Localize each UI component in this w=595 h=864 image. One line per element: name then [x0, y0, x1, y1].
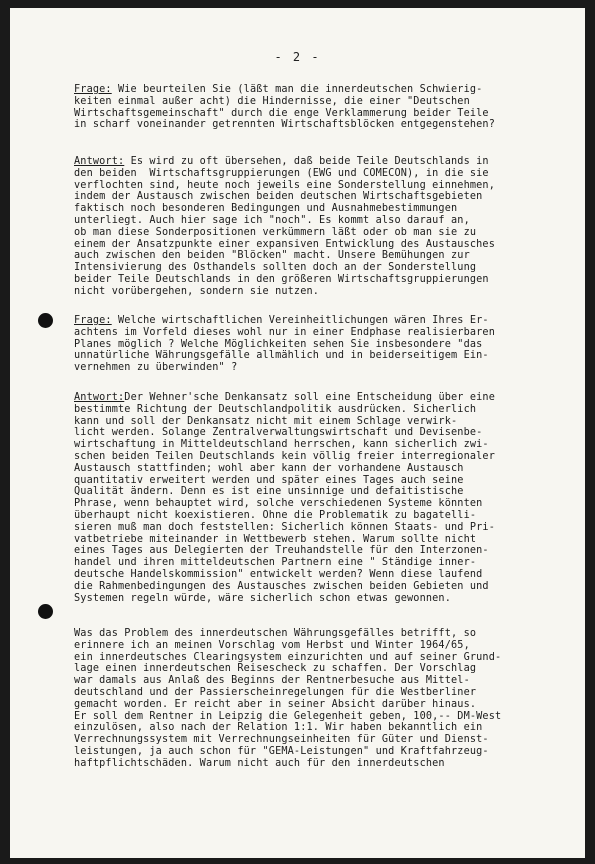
text-line: überhaupt nicht koexistieren. Ohne die Problematik zu bagatelli- [74, 509, 477, 521]
text-line: unnatürliche Währungsgefälle allmählich und in beiderseitigem Ein- [74, 350, 489, 362]
text-line: lage einen innerdeutschen Reisescheck zu schaffen. Der Vorschlag [74, 663, 477, 675]
answer-block [74, 392, 554, 604]
text-line: quantitativ erweitert werden und später eines Tages auch seine [74, 474, 464, 486]
text-line: auch zwischen den beiden "Blöcken" macht. Unsere Bemühungen zur [74, 250, 470, 262]
text-line: leistungen, ja auch schon für "GEMA-Leistungen" und Kraftfahrzeug- [74, 745, 489, 757]
text-line: indem der Austausch zwischen beiden deutschen Wirtschaftsgebieten [74, 191, 483, 203]
answer-block [74, 156, 554, 298]
page-number: - 2 - [274, 50, 321, 64]
text-line: handel und ihren mitteldeutschen Partnern eine " Ständige inner- [74, 557, 477, 569]
text-line: Was das Problem des innerdeutschen Währungsgefälles betrifft, so [74, 628, 477, 639]
text-line: Wirtschaftsgemeinschaft" durch die enge Verklammerung beider Teile [74, 107, 489, 119]
text-line: ein innerdeutsches Clearingsystem einzurichten und auf seiner Grund- [74, 651, 502, 663]
text-line: haftpflichtschäden. Warum nicht auch für den innerdeutschen [74, 757, 445, 769]
answer-label: Antwort: [74, 392, 125, 403]
text-line: Verrechnungssystem mit Verrechnungseinheiten für Güter und Dienst- [74, 734, 489, 746]
text-line: eines Tages aus Delegierten der Treuhandstelle für den Interzonen- [74, 545, 489, 557]
text-line: die Rahmenbedingungen des Austausches zwischen beiden Gebieten und [74, 580, 489, 592]
paragraph [74, 628, 554, 770]
punch-hole [38, 604, 53, 619]
text-line: sieren muß man doch feststellen: Sicherlich können Staats- und Pri- [74, 521, 495, 533]
question-block [74, 315, 554, 374]
text-line: beider Teile Deutschlands in den größeren Wirtschaftsgruppierungen [74, 273, 489, 285]
text-line: Phrase, wenn behauptet wird, solche verschiedenen Systeme könnten [74, 498, 483, 510]
answer-label: Antwort: [74, 156, 125, 167]
text-line: keiten einmal außer acht) die Hindernisse, die einer "Deutschen [74, 95, 470, 107]
text-line: licht werden. Solange Zentralverwaltungswirtschaft und Devisenbe- [74, 427, 483, 439]
text-line: verflochten sind, heute noch jeweils eine Sonderstellung einnehmen, [74, 179, 495, 191]
text-line: Planes möglich ? Welche Möglichkeiten sehen Sie insbesondere "das [74, 338, 483, 350]
text-line: einzulösen, also nach der Relation 1:1. Wir haben bekanntlich ein [74, 722, 483, 734]
text-line: bestimmte Richtung der Deutschlandpolitik ausdrücken. Sicherlich [74, 403, 477, 415]
text-line: einem der Ansatzpunkte einer expansiven Entwicklung des Austausches [74, 238, 495, 250]
text-line: Qualität ändern. Denn es ist eine unsinnige und defaitistische [74, 486, 464, 498]
text-line: in scharf voneinander getrennten Wirtschaftsblöcken entgegenstehen? [74, 119, 495, 131]
question-label: Frage: [74, 315, 112, 326]
text-line: deutschland und der Passierscheinregelungen für die Westberliner [74, 686, 477, 698]
text-line: Frage: Wie beurteilen Sie (läßt man die innerdeutschen Schwierig- [74, 84, 483, 95]
text-line: Austausch stattfinden; wohl aber kann der vorhandene Austausch [74, 462, 464, 474]
text-line: deutsche Handelskommission" entwickelt werden? Wenn diese laufend [74, 568, 483, 580]
text-line: faktisch noch besonderen Bedingungen und Ausnahmebestimmungen [74, 203, 458, 215]
text-line: Frage: Welche wirtschaftlichen Vereinheitlichungen wären Ihres Er- [74, 315, 489, 326]
text-line: Er soll dem Rentner in Leipzig die Gelegenheit geben, 100,-- DM-West [74, 710, 502, 722]
text-line: wirtschaftung in Mitteldeutschland herrschen, kann sicherlich zwi- [74, 439, 489, 451]
text-line: kann und soll der Denkansatz nicht mit einem Schlage verwirk- [74, 415, 458, 427]
text-line: vatbetriebe miteinander in Wettbewerb stehen. Warum sollte nicht [74, 533, 477, 545]
text-line: Systemen regeln würde, wäre sicherlich schon etwas gewonnen. [74, 592, 452, 604]
text-line: Intensivierung des Osthandels sollten doch an der Sonderstellung [74, 262, 477, 274]
text-line: gemacht worden. Er reicht aber in seiner Absicht darüber hinaus. [74, 698, 477, 710]
punch-hole [38, 313, 53, 328]
document-page [10, 8, 585, 858]
text-line: den beiden Wirtschaftsgruppierungen (EWG und COMECON), in die sie [74, 167, 489, 179]
text-line: erinnere ich an meinen Vorschlag vom Herbst und Winter 1964/65, [74, 639, 470, 651]
text-line: Antwort: Es wird zu oft übersehen, daß beide Teile Deutschlands in [74, 156, 489, 167]
text-line: nicht vorübergehen, sondern sie nutzen. [74, 285, 320, 297]
text-line: war damals aus Anlaß des Beginns der Rentnerbesuche aus Mittel- [74, 675, 470, 687]
text-line: unterliegt. Auch hier sage ich "noch". Es kommt also darauf an, [74, 214, 470, 226]
text-line: schen beiden Teilen Deutschlands kein völlig freier interregionaler [74, 450, 495, 462]
question-block [74, 84, 554, 131]
question-label: Frage: [74, 84, 112, 95]
text-line: Antwort:Der Wehner'sche Denkansatz soll eine Entscheidung über eine [74, 392, 496, 403]
text-line: vernehmen zu überwinden" ? [74, 362, 238, 374]
text-line: ob man diese Sonderpositionen verkümmern läßt oder ob man sie zu [74, 226, 477, 238]
text-line: achtens im Vorfeld dieses wohl nur in einer Endphase realisierbaren [74, 326, 495, 338]
